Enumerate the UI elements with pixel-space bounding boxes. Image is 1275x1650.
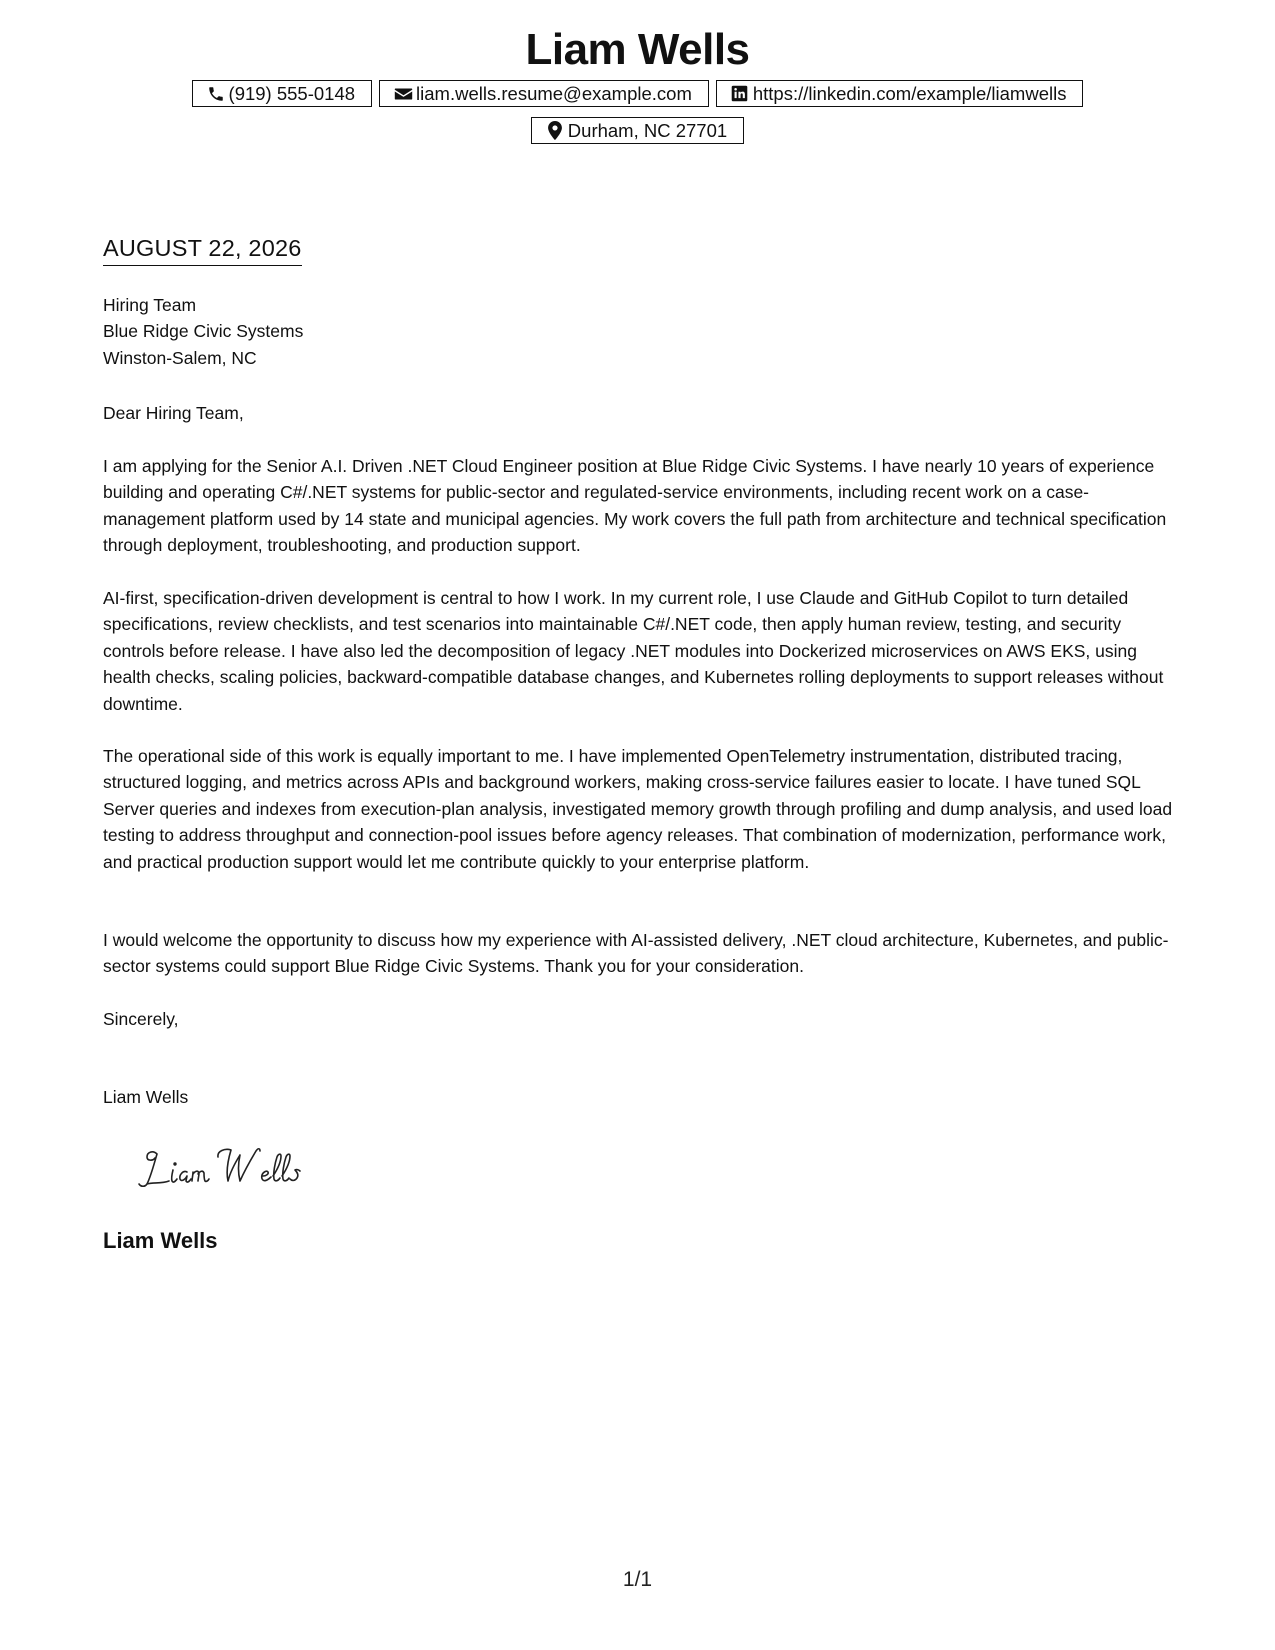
envelope-icon — [393, 84, 413, 104]
handwritten-signature — [135, 1140, 335, 1200]
phone-contact[interactable] — [192, 80, 373, 107]
body-paragraph-1 — [103, 453, 1178, 559]
recipient-line: Hiring Team — [103, 295, 197, 315]
body-paragraph-4 — [103, 927, 1178, 980]
page-indicator: 1/1 — [622, 1568, 653, 1591]
email-text: liam.wells.resume@example.com — [416, 82, 692, 104]
closing: Sincerely, — [103, 1009, 179, 1029]
phone-text: (919) 555-0148 — [228, 82, 356, 104]
map-pin-icon — [545, 121, 565, 141]
recipient-company: Blue Ridge Civic Systems — [103, 321, 304, 342]
body-paragraph-3 — [103, 743, 1178, 875]
phone-icon — [206, 84, 226, 104]
location-contact — [531, 117, 744, 144]
contact-row-location — [0, 117, 1275, 144]
linkedin-contact[interactable] — [716, 80, 1084, 107]
signer-name: Liam Wells — [103, 1087, 189, 1107]
recipient-block — [103, 292, 303, 371]
recipient-location: Winston-Salem, NC — [103, 347, 257, 368]
paragraph-text: I would welcome the opportunity to discuss how my experience with AI-assisted delivery, .NET cloud architecture, Kubernetes, and public-sector systems could support Blue Ridge Civic Systems. Thank you for your consideration. — [103, 930, 1169, 977]
email-contact[interactable] — [379, 80, 709, 107]
footer-name: Liam Wells — [103, 1228, 218, 1253]
page-title: Liam Wells — [525, 25, 750, 74]
linkedin-text: https://linkedin.com/example/liamwells — [752, 82, 1067, 104]
salutation: Dear Hiring Team, — [103, 403, 244, 423]
letter-date: AUGUST 22, 2026 — [103, 233, 302, 266]
paragraph-text: The operational side of this work is equally important to me. I have implemented OpenTelemetry instrumentation, distributed tracing, structured logging, and metrics across APIs and background workers, making cross-service failures easier to locate. I have tuned SQL Server queries and indexes from execution-plan analysis, investigated memory growth through profiling and dump analysis, and used load testing to address throughput and connection-pool issues before agency releases. That combination of modernization, performance work, and practical production support would let me contribute quickly to your enterprise platform. — [103, 746, 1173, 872]
linkedin-icon — [730, 84, 750, 104]
paragraph-text: AI-first, specification-driven development is central to how I work. In my current role, I use Claude and GitHub Copilot to turn detailed specifications, review checklists, and test scenarios into maintainable C#/.NET code, then apply human review, testing, and security controls before release. I have also led the decomposition of legacy .NET modules into Dockerized microservices on AWS EKS, using health checks, scaling policies, backward-compatible database changes, and Kubernetes rolling deployments to support releases without downtime. — [103, 588, 1164, 714]
body-paragraph-2 — [103, 585, 1178, 717]
contact-row — [0, 80, 1275, 107]
paragraph-text: I am applying for the Senior A.I. Driven .NET Cloud Engineer position at Blue Ridge Civic Systems. I have nearly 10 years of experience building and operating C#/.NET systems for public-sector and regulated-service environments, including recent work on a case-management platform used by 14 state and municipal agencies. My work covers the full path from architecture and technical specification through deployment, troubleshooting, and production support. — [103, 456, 1167, 556]
location-text: Durham, NC 27701 — [567, 119, 728, 141]
